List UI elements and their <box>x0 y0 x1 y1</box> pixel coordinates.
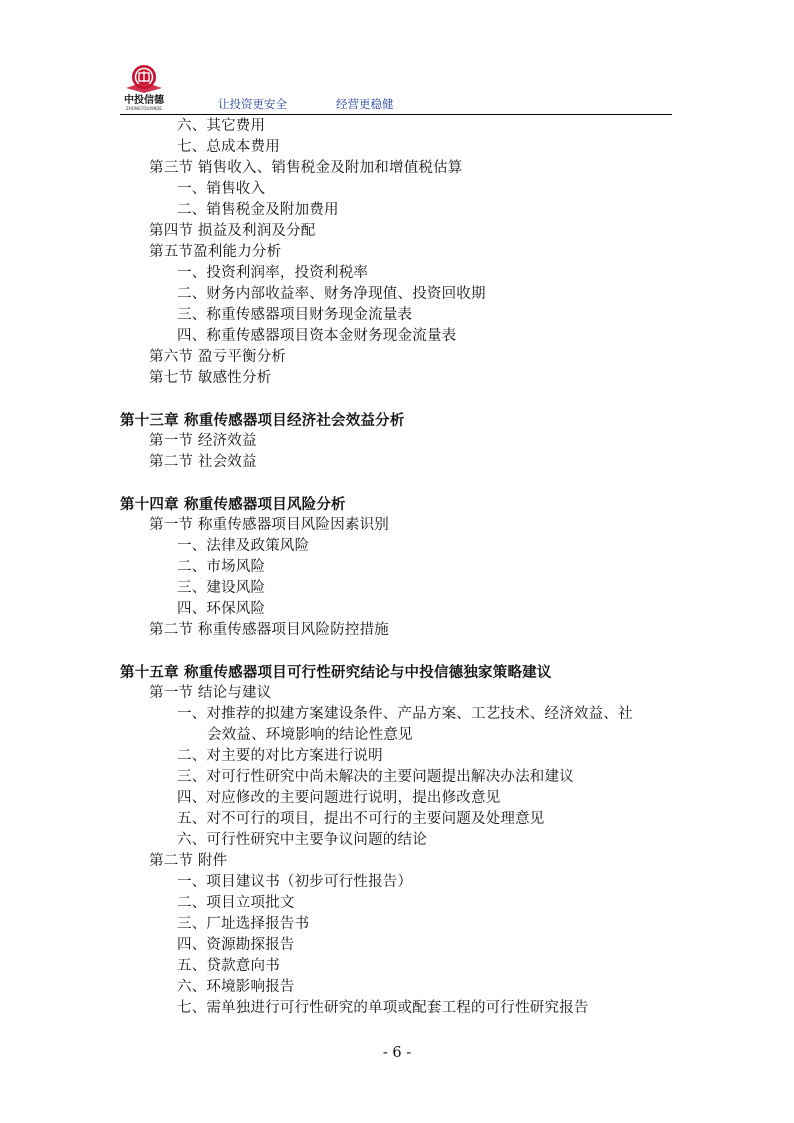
toc-section: 第一节 经济效益 <box>149 433 257 449</box>
toc-section: 第四节 损益及利润及分配 <box>149 223 316 239</box>
toc-item: 二、财务内部收益率、财务净现值、投资回收期 <box>177 286 486 302</box>
toc-chapter: 第十四章 称重传感器项目风险分析 <box>120 496 346 513</box>
toc-item: 六、可行性研究中主要争议问题的结论 <box>177 832 427 848</box>
toc-item: 二、销售税金及附加费用 <box>177 202 339 218</box>
toc-item-continuation: 会效益、环境影响的结论性意见 <box>207 727 413 743</box>
slogan-right: 经营更稳健 <box>336 97 394 111</box>
toc-item: 一、法律及政策风险 <box>177 538 310 554</box>
toc-item: 一、销售收入 <box>177 181 266 197</box>
header-divider <box>120 114 672 115</box>
toc-item: 一、对推荐的拟建方案建设条件、产品方案、工艺技术、经济效益、社 <box>177 706 633 722</box>
toc-item: 三、称重传感器项目财务现金流量表 <box>177 307 413 323</box>
slogan-left: 让投资更安全 <box>218 97 287 111</box>
toc-section: 第二节 附件 <box>149 853 228 869</box>
toc-item: 三、对可行性研究中尚未解决的主要问题提出解决办法和建议 <box>177 769 574 785</box>
toc-section: 第七节 敏感性分析 <box>149 370 272 386</box>
toc-item: 三、厂址选择报告书 <box>177 916 310 932</box>
toc-item: 二、市场风险 <box>177 559 266 575</box>
toc-section: 第二节 称重传感器项目风险防控措施 <box>149 622 390 638</box>
logo-text: 中投信德 <box>124 95 164 106</box>
toc-chapter: 第十三章 称重传感器项目经济社会效益分析 <box>120 412 405 429</box>
company-logo-icon <box>120 62 172 112</box>
toc-section: 第五节盈利能力分析 <box>149 244 282 260</box>
toc-item: 四、称重传感器项目资本金财务现金流量表 <box>177 328 457 344</box>
toc-item: 四、环保风险 <box>177 601 266 617</box>
toc-section: 第二节 社会效益 <box>149 454 257 470</box>
toc-section: 第一节 结论与建议 <box>149 685 272 701</box>
toc-item: 七、总成本费用 <box>177 139 280 155</box>
toc-item: 六、其它费用 <box>177 118 266 134</box>
toc-item: 四、对应修改的主要问题进行说明，提出修改意见 <box>177 790 501 806</box>
toc-item: 六、环境影响报告 <box>177 979 295 995</box>
toc-item: 五、对不可行的项目，提出不可行的主要问题及处理意见 <box>177 811 545 827</box>
toc-item: 三、建设风险 <box>177 580 266 596</box>
page-number: - 6 - <box>382 1045 412 1061</box>
toc-item: 二、项目立项批文 <box>177 895 295 911</box>
toc-section: 第六节 盈亏平衡分析 <box>149 349 287 365</box>
toc-section: 第三节 销售收入、销售税金及附加和增值税估算 <box>149 160 463 176</box>
toc-item: 一、投资利润率，投资利税率 <box>177 265 369 281</box>
toc-chapter: 第十五章 称重传感器项目可行性研究结论与中投信德独家策略建议 <box>120 664 552 681</box>
toc-item: 四、资源勘探报告 <box>177 937 295 953</box>
toc-item: 七、需单独进行可行性研究的单项或配套工程的可行性研究报告 <box>177 1000 589 1016</box>
logo-subtext: ZHONGTOUXINDE <box>126 106 162 111</box>
toc-item: 二、对主要的对比方案进行说明 <box>177 748 383 764</box>
page-header <box>120 62 672 114</box>
toc-section: 第一节 称重传感器项目风险因素识别 <box>149 517 390 533</box>
toc-item: 五、贷款意向书 <box>177 958 280 974</box>
toc-item: 一、项目建议书（初步可行性报告） <box>177 874 413 890</box>
